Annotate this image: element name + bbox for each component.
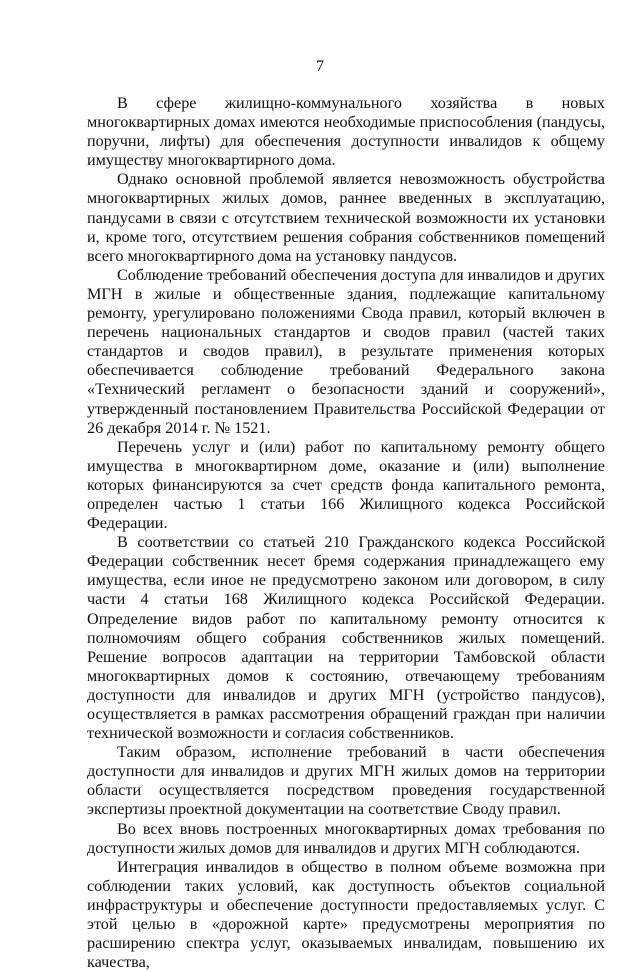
document-body — [87, 94, 605, 972]
paragraph: Однако основной проблемой является невозможность обустройства многоквартирных жилых домов, раннее введенных в эксплуатацию, пандусами в связи с отсутствием технической возможности их установки и, кроме того, отсутствием решения собрания собственников помещений всего многоквартирного дома на установку пандусов. — [87, 170, 605, 265]
page-number: 7 — [316, 58, 324, 75]
paragraph: Перечень услуг и (или) работ по капитальному ремонту общего имущества в многоквартирном доме, оказание и (или) выполнение которых финансируются за счет средств фонда капитального ремонта, определен частью 1 статьи 166 Жилищного кодекса Российской Федерации. — [87, 437, 605, 533]
paragraph: В сфере жилищно-коммунального хозяйства в новых многоквартирных домах имеются необходимые приспособления (пандусы, поручни, лифты) для обеспечения доступности инвалидов к общему имуществу многоквартирного дома. — [87, 94, 605, 170]
paragraph: Во всех вновь построенных многоквартирных домах требования по доступности жилых домов для инвалидов и других МГН соблюдаются. — [87, 819, 605, 857]
paragraph: Таким образом, исполнение требований в части обеспечения доступности для инвалидов и других МГН жилых домов на территории области осуществляется посредством проведения государственной экспертизы проектной документации на соответствие Своду правил. — [87, 743, 605, 819]
paragraph: Интеграция инвалидов в общество в полном объеме возможна при соблюдении таких условий, как доступность объектов социальной инфраструктуры и обеспечение доступности предоставляемых услуг. С этой целью в «дорожной карте» предусмотрены мероприятия по расширению спектра услуг, оказываемых инвалидам, повышению их качества, — [87, 857, 605, 972]
paragraph: Соблюдение требований обеспечения доступа для инвалидов и других МГН в жилые и общественные здания, подлежащие капитальному ремонту, урегулировано положениями Свода правил, который включен в перечень национальных стандартов и сводов правил (частей таких стандартов и сводов правил), в результате применения которых обеспечивается соблюдение требований Федерального закона «Технический регламент о безопасности зданий и сооружений», утвержденный постановлением Правительства Российской Федерации от 26 декабря 2014 г. № 1521. — [87, 265, 605, 437]
paragraph: В соответствии со статьей 210 Гражданского кодекса Российской Федерации собственник несет бремя содержания принадлежащего ему имущества, если иное не предусмотрено законом или договором, в силу части 4 статьи 168 Жилищного кодекса Российской Федерации. Определение видов работ по капитальному ремонту относится к полномочиям общего собрания собственников жилых помещений. Решение вопросов адаптации на территории Тамбовской области многоквартирных домов к состоянию, отвечающему требованиям доступности для инвалидов и других МГН (устройство пандусов), осуществляется в рамках рассмотрения обращений граждан при наличии технической возможности и согласия собственников. — [87, 533, 605, 743]
